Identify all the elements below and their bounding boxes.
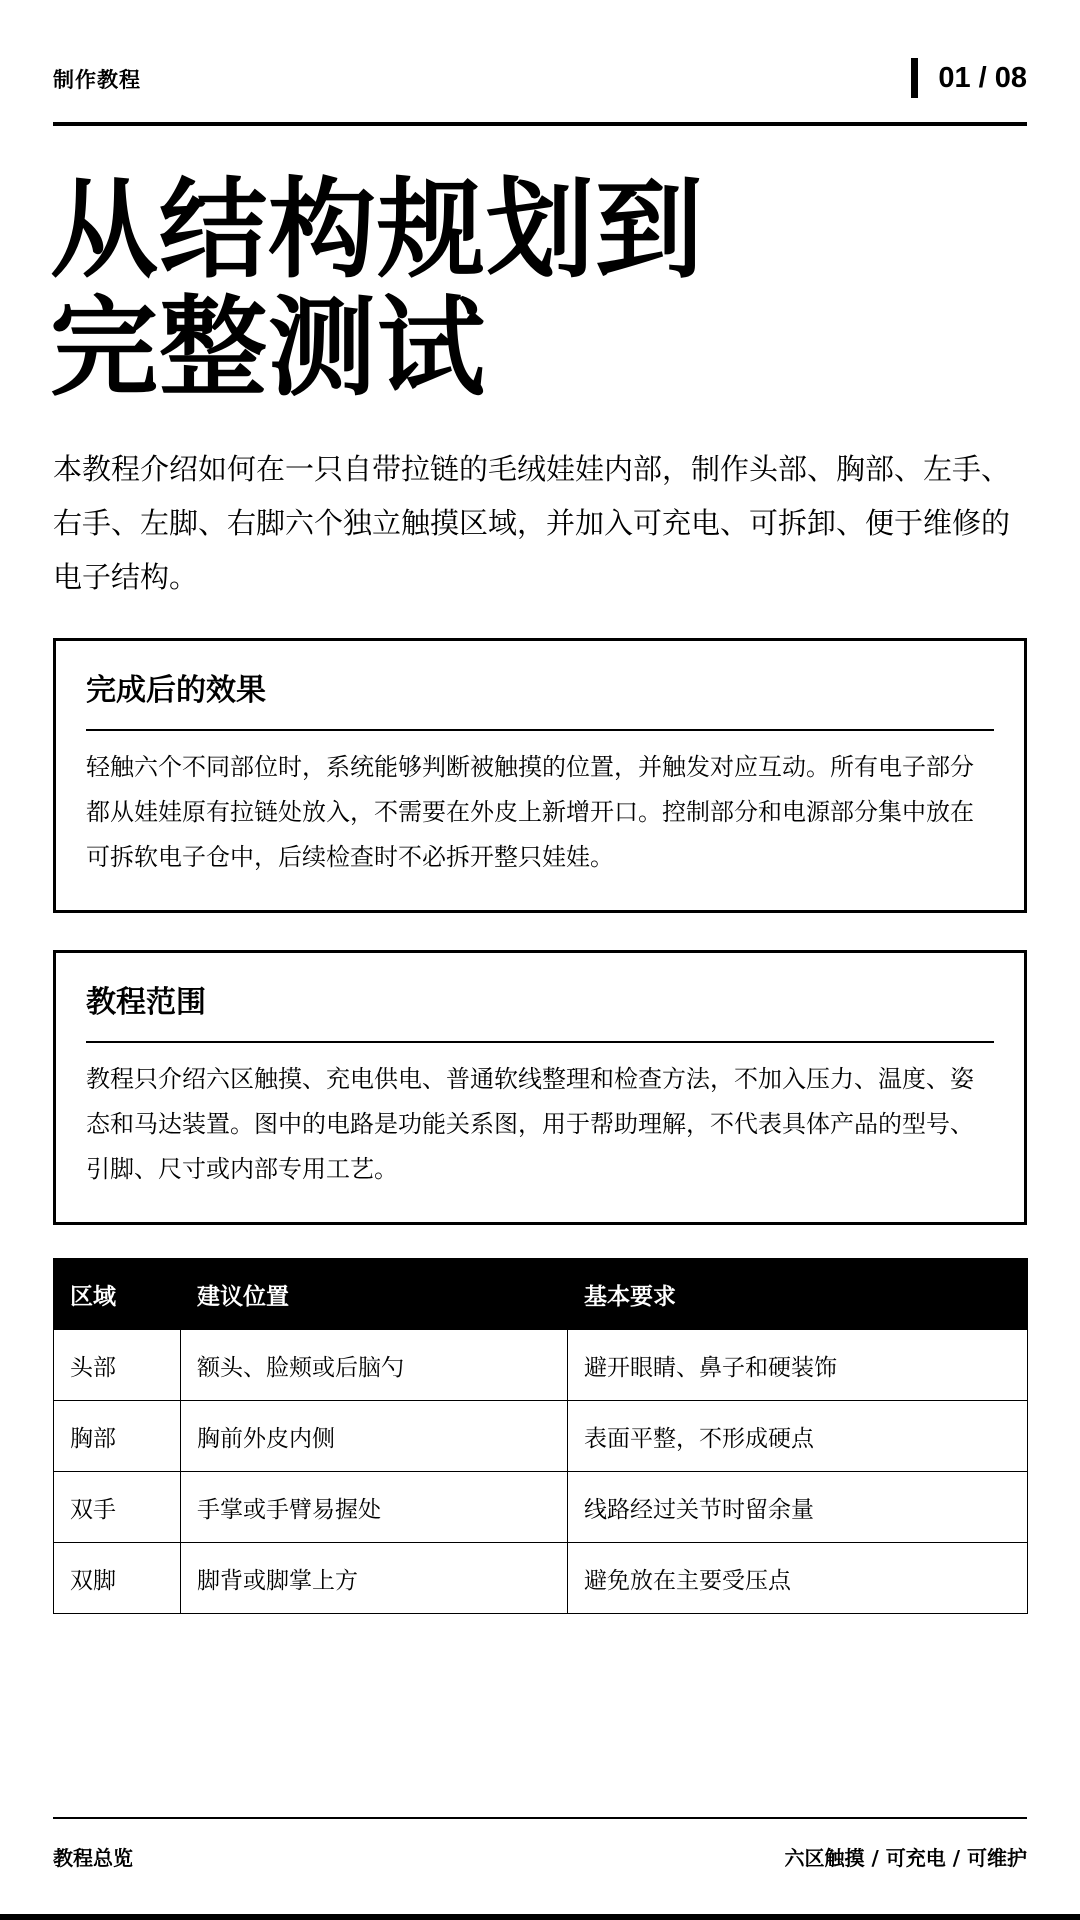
cell-zone: 双手: [54, 1472, 181, 1543]
cell-position: 胸前外皮内侧: [181, 1401, 568, 1472]
cell-zone: 双脚: [54, 1543, 181, 1614]
cell-requirement: 表面平整，不形成硬点: [568, 1401, 1028, 1472]
table-row: [54, 1472, 1028, 1543]
footer-label: 教程总览: [53, 1846, 133, 1870]
cell-position: 手掌或手臂易握处: [181, 1472, 568, 1543]
header-requirement: 基本要求: [568, 1259, 1028, 1330]
page-title: [50, 168, 705, 411]
header-zone: 区域: [54, 1259, 181, 1330]
page-number: 01 / 08: [938, 61, 1027, 94]
scope-card-title: 教程范围: [86, 983, 994, 1043]
table-header-row: [54, 1259, 1028, 1330]
cell-requirement: 线路经过关节时留余量: [568, 1472, 1028, 1543]
cell-position: 脚背或脚掌上方: [181, 1543, 568, 1614]
table-row: [54, 1401, 1028, 1472]
result-card-body: 轻触六个不同部位时，系统能够判断被触摸的位置，并触发对应互动。所有电子部分都从娃娃原有拉链处放入，不需要在外皮上新增开口。控制部分和电源部分集中放在可拆软电子仓中，后续检查时不必拆开整只娃娃。: [86, 753, 974, 871]
cell-zone: 胸部: [54, 1401, 181, 1472]
table-row: [54, 1330, 1028, 1401]
page-indicator: [911, 58, 1027, 98]
cell-requirement: 避免放在主要受压点: [568, 1543, 1028, 1614]
table-row: [54, 1543, 1028, 1614]
scope-card: [53, 950, 1027, 1225]
footer-tags: 六区触摸 / 可充电 / 可维护: [784, 1846, 1027, 1870]
header-divider: [53, 122, 1027, 126]
page-title-line-1: 从结构规划到: [50, 168, 705, 293]
cell-position: 额头、脸颊或后脑勺: [181, 1330, 568, 1401]
cell-zone: 头部: [54, 1330, 181, 1401]
header-position: 建议位置: [181, 1259, 568, 1330]
page-title-line-2: 完整测试: [50, 286, 487, 411]
scope-card-body: 教程只介绍六区触摸、充电供电、普通软线整理和检查方法，不加入压力、温度、姿态和马达装置。图中的电路是功能关系图，用于帮助理解，不代表具体产品的型号、引脚、尺寸或内部专用工艺。: [86, 1065, 974, 1183]
section-label: 制作教程: [53, 68, 141, 92]
intro-paragraph: 本教程介绍如何在一只自带拉链的毛绒娃娃内部，制作头部、胸部、左手、右手、左脚、右脚六个独立触摸区域，并加入可充电、可拆卸、便于维修的电子结构。: [53, 452, 1011, 594]
page-indicator-bar: [911, 58, 918, 98]
footer-divider: [53, 1817, 1027, 1819]
page-header: [53, 58, 1027, 100]
bottom-border: [0, 1914, 1080, 1920]
zone-table: [53, 1258, 1028, 1614]
result-card-title: 完成后的效果: [86, 671, 994, 731]
cell-requirement: 避开眼睛、鼻子和硬装饰: [568, 1330, 1028, 1401]
result-card: [53, 638, 1027, 913]
